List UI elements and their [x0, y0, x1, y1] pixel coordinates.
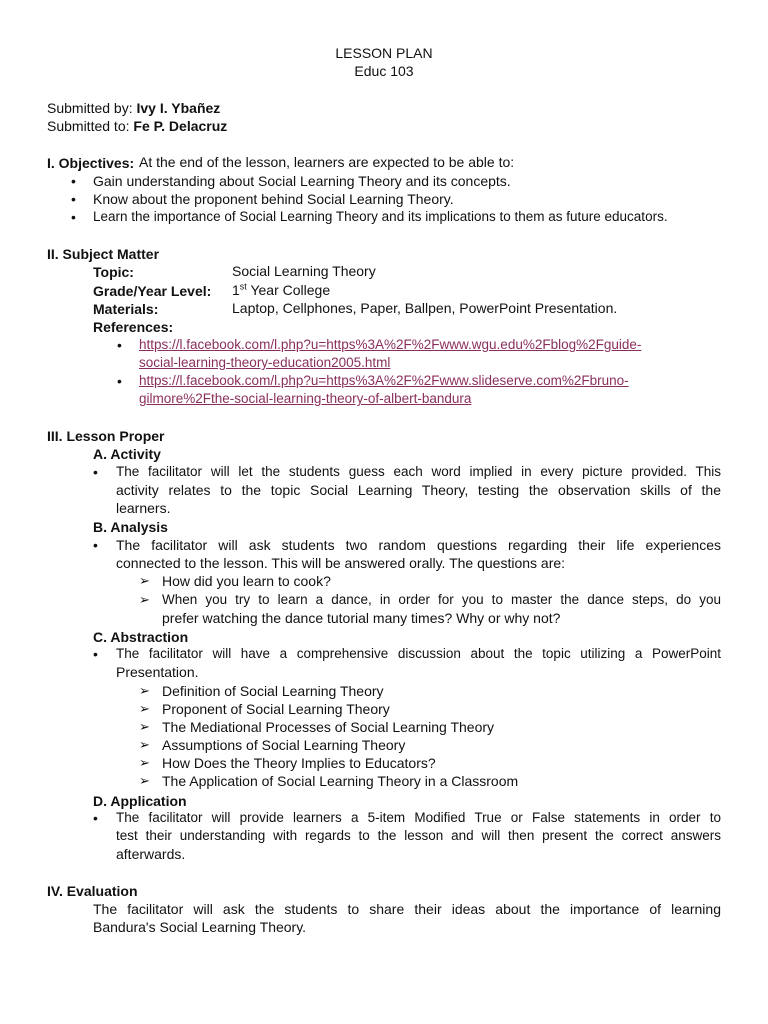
document-title: LESSON PLAN	[335, 45, 433, 61]
bullet-icon: •	[71, 191, 76, 207]
activity-text: learners.	[116, 500, 171, 516]
references-label: References:	[93, 319, 174, 335]
reference-link[interactable]: social-learning-theory-education2005.html	[139, 355, 391, 370]
grade-label: Grade/Year Level:	[93, 283, 212, 299]
objective-item: Know about the proponent behind Social Learning Theory.	[93, 191, 454, 207]
objective-item: Gain understanding about Social Learning Theory and its concepts.	[93, 173, 511, 189]
abstraction-topic: The Application of Social Learning Theory in a Classroom	[162, 773, 519, 789]
grade-number: 1	[232, 282, 240, 298]
arrow-bullet-icon: ➢	[139, 755, 150, 770]
submitted-to-value: Fe P. Delacruz	[133, 118, 228, 134]
analysis-question: How did you learn to cook?	[162, 573, 331, 589]
abstraction-text: Presentation.	[116, 664, 199, 680]
abstraction-topic: Definition of Social Learning Theory	[162, 683, 384, 699]
submitted-to-label: Submitted to:	[47, 118, 130, 134]
application-text: test their understanding with regards to the lesson and will then present the correct answers	[116, 828, 721, 843]
reference-link[interactable]: https://l.facebook.com/l.php?u=https%3A%2F%2Fwww.slideserve.com%2Fbruno-	[139, 373, 629, 388]
objective-item: Learn the importance of Social Learning Theory and its implications to them as future educators.	[93, 209, 668, 224]
bullet-icon: •	[117, 373, 122, 389]
application-text: The facilitator will provide learners a 5-item Modified True or False statements in order to	[116, 810, 721, 825]
materials-value: Laptop, Cellphones, Paper, Ballpen, PowerPoint Presentation.	[232, 300, 618, 316]
topic-label: Topic:	[93, 264, 134, 280]
grade-rest: Year College	[246, 282, 331, 298]
analysis-text: The facilitator will ask students two random questions regarding their life experiences	[116, 537, 721, 553]
materials-label: Materials:	[93, 301, 159, 317]
abstraction-text: The facilitator will have a comprehensive discussion about the topic utilizing a PowerPoint	[116, 646, 721, 661]
abstraction-topic: The Mediational Processes of Social Learning Theory	[162, 719, 495, 735]
arrow-bullet-icon: ➢	[139, 719, 150, 734]
abstraction-topic: How Does the Theory Implies to Educators?	[162, 755, 436, 771]
abstraction-topic: Proponent of Social Learning Theory	[162, 701, 390, 717]
activity-text: activity relates to the topic Social Learning Theory, testing the observation skills of the	[116, 482, 721, 498]
application-heading: D. Application	[93, 793, 187, 809]
course-code: Educ 103	[354, 63, 414, 79]
submitted-by-label: Submitted by:	[47, 100, 133, 116]
arrow-bullet-icon: ➢	[139, 683, 150, 698]
lesson-proper-heading: III. Lesson Proper	[47, 428, 165, 444]
bullet-icon: •	[93, 810, 98, 826]
bullet-icon: •	[93, 464, 98, 480]
grade-suffix: st	[239, 281, 247, 292]
reference-link[interactable]: gilmore%2Fthe-social-learning-theory-of-albert-bandura	[139, 391, 472, 406]
analysis-text: connected to the lesson. This will be answered orally. The questions are:	[116, 555, 566, 571]
arrow-bullet-icon: ➢	[139, 737, 150, 752]
analysis-heading: B. Analysis	[93, 519, 168, 535]
bullet-icon: •	[93, 646, 98, 662]
bullet-icon: •	[71, 209, 76, 225]
grade-value	[232, 281, 330, 299]
evaluation-text: The facilitator will ask the students to share their ideas about the importance of learning	[93, 901, 721, 917]
submitted-by-value: Ivy I. Ybañez	[136, 100, 221, 116]
abstraction-heading: C. Abstraction	[93, 629, 189, 645]
submitted-to	[47, 117, 227, 135]
submitted-by	[47, 99, 220, 117]
application-text: afterwards.	[116, 846, 186, 862]
objectives-heading: I. Objectives:	[47, 155, 135, 171]
evaluation-text: Bandura's Social Learning Theory.	[93, 919, 307, 935]
subject-matter-heading: II. Subject Matter	[47, 246, 160, 262]
objectives-intro: At the end of the lesson, learners are expected to be able to:	[139, 154, 515, 170]
arrow-bullet-icon: ➢	[139, 773, 150, 788]
arrow-bullet-icon: ➢	[139, 573, 150, 588]
bullet-icon: •	[93, 537, 98, 553]
arrow-bullet-icon: ➢	[139, 592, 150, 607]
evaluation-heading: IV. Evaluation	[47, 883, 138, 899]
topic-value: Social Learning Theory	[232, 263, 376, 279]
activity-text: The facilitator will let the students guess each word implied in every picture provided. This	[116, 464, 721, 479]
arrow-bullet-icon: ➢	[139, 701, 150, 716]
reference-link[interactable]: https://l.facebook.com/l.php?u=https%3A%2F%2Fwww.wgu.edu%2Fblog%2Fguide-	[139, 337, 642, 352]
bullet-icon: •	[71, 173, 76, 189]
analysis-question: prefer watching the dance tutorial many times? Why or why not?	[162, 610, 561, 626]
abstraction-topic: Assumptions of Social Learning Theory	[162, 737, 406, 753]
bullet-icon: •	[117, 337, 122, 353]
activity-heading: A. Activity	[93, 446, 161, 462]
analysis-question: When you try to learn a dance, in order for you to master the dance steps, do you	[162, 592, 721, 607]
